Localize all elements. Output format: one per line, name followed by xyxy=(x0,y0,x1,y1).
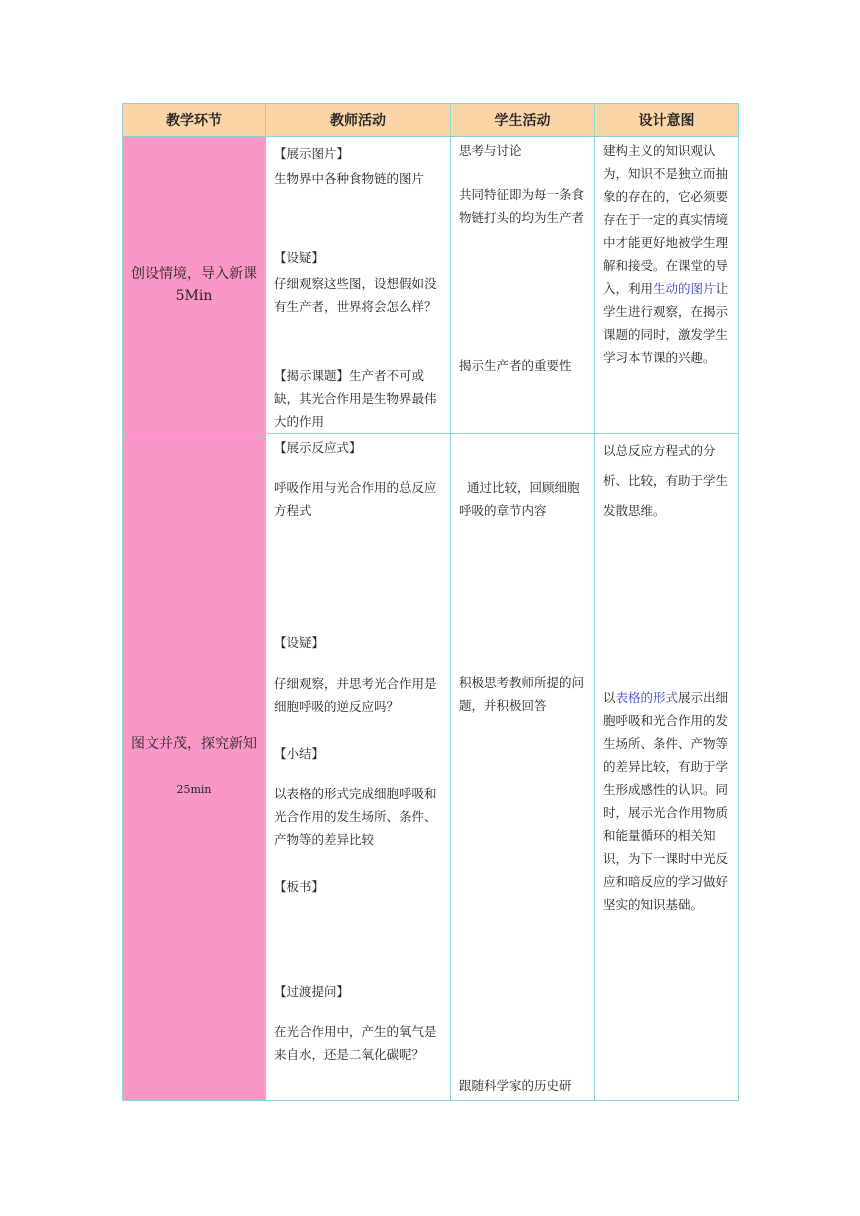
intent-text: 以总反应方程式的分析、比较，有助于学生发散思维。 xyxy=(603,443,729,518)
teacher-text: 在光合作用中，产生的氧气是来自水，还是二氧化碳呢？ xyxy=(274,1024,437,1062)
stage-time: 25min xyxy=(176,783,212,796)
teacher-text: 【板书】 xyxy=(274,879,325,894)
student-text: 通过比较，回顾细胞呼吸的章节内容 xyxy=(459,480,580,518)
highlight-text: 生动的图片 xyxy=(653,281,716,296)
student-cell xyxy=(451,137,595,434)
stage-cell xyxy=(123,434,266,1101)
teacher-text: 【展示图片】 xyxy=(274,146,350,161)
student-text: 共同特征即为每一条食物链打头的均为生产者 xyxy=(459,187,585,225)
lesson-plan-table xyxy=(122,103,739,1101)
header-teacher: 教师活动 xyxy=(266,104,451,137)
header-student: 学生活动 xyxy=(451,104,595,137)
student-text: 积极思考教师所提的问题，并积极回答 xyxy=(459,675,585,713)
teacher-text: 生物界中各种食物链的图片 xyxy=(274,171,425,186)
student-cell xyxy=(451,434,595,1101)
teacher-text: 呼吸作用与光合作用的总反应方程式 xyxy=(274,480,437,518)
teacher-text: 【揭示课题】生产者不可或缺，其光合作用是生物界最伟大的作用 xyxy=(274,368,437,429)
intent-text: 以表格的形式展示出细胞呼吸和光合作用的发生场所、条件、产物等的差异比较，有助于学生形成感性的认识。同时，展示光合作用物质和能量循环的相关知识，为下一课时中光反应和暗反应的学习做好坚实的知识基础。 xyxy=(603,690,729,912)
student-text: 跟随科学家的历史研 xyxy=(459,1078,572,1093)
student-text: 思考与讨论 xyxy=(459,143,522,158)
table-row xyxy=(123,434,739,1101)
teacher-text: 仔细观察这些图，设想假如没有生产者，世界将会怎么样？ xyxy=(274,276,437,314)
teacher-text: 【过渡提问】 xyxy=(274,984,350,999)
stage-label: 图文并茂，探究新知 xyxy=(131,736,257,752)
student-text: 揭示生产者的重要性 xyxy=(459,358,572,373)
header-row xyxy=(123,104,739,137)
teacher-text: 【小结】 xyxy=(274,746,325,761)
intent-text: 建构主义的知识观认为，知识不是独立而抽象的存在的，它必须要存在于一定的真实情境中才能更好地被学生理解和接受。在课堂的导入，利用生动的图片让学生进行观察，在揭示课题的同时，激发学生学习本节课的兴趣。 xyxy=(603,143,729,365)
teacher-cell xyxy=(266,137,451,434)
teacher-text: 【设疑】 xyxy=(274,250,325,265)
stage-cell xyxy=(123,137,266,434)
teacher-text: 【设疑】 xyxy=(274,635,325,650)
teacher-cell xyxy=(266,434,451,1101)
header-intent: 设计意图 xyxy=(595,104,739,137)
highlight-text: 表格的形式 xyxy=(615,690,679,705)
intent-cell xyxy=(595,434,739,1101)
teacher-text: 以表格的形式完成细胞呼吸和光合作用的发生场所、条件、产物等的差异比较 xyxy=(274,786,437,847)
teacher-text: 【展示反应式】 xyxy=(274,440,362,455)
table-row xyxy=(123,137,739,434)
header-stage: 教学环节 xyxy=(123,104,266,137)
stage-label: 创设情境，导入新课 5Min xyxy=(131,266,257,304)
teacher-text: 仔细观察，并思考光合作用是细胞呼吸的逆反应吗？ xyxy=(274,676,437,714)
intent-cell xyxy=(595,137,739,434)
